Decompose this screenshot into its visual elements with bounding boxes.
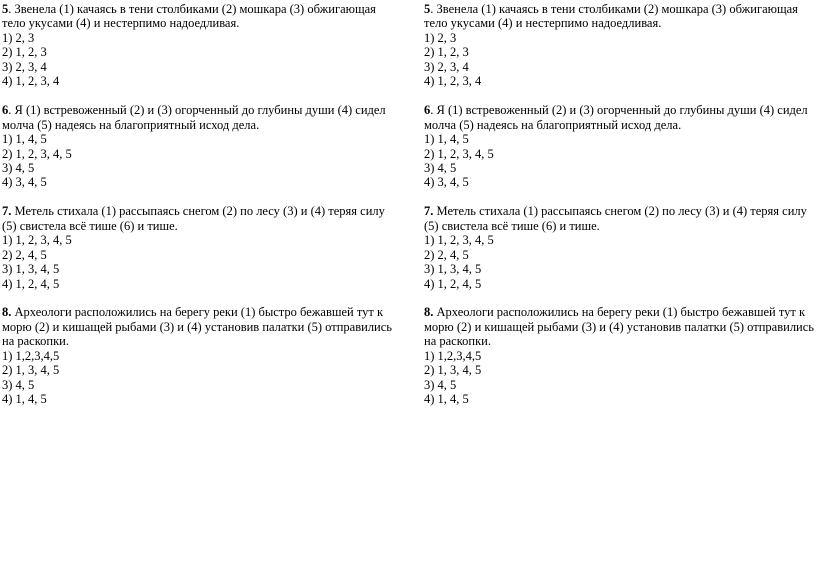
answer-option: 1) 1, 2, 3, 4, 5 [424,233,494,248]
answer-options [2,132,397,190]
answer-options [424,132,816,190]
answer-option: 4) 1, 2, 3, 4 [424,74,482,89]
answer-option: 1) 1, 4, 5 [2,132,47,147]
question-5 [2,2,397,89]
answer-option: 4) 1, 2, 4, 5 [2,276,60,291]
answer-option: 3) 4, 5 [424,377,457,392]
answer-options [424,349,816,407]
answer-option: 3) 4, 5 [2,160,35,175]
answer-option: 3) 2, 3, 4 [424,59,469,74]
answer-option: 3) 1, 3, 4, 5 [424,262,482,277]
answer-option: 3) 4, 5 [424,160,457,175]
question-text [2,204,397,233]
question-8 [424,305,816,406]
answer-option: 2) 1, 2, 3 [2,45,47,60]
answer-option: 3) 2, 3, 4 [2,59,47,74]
answer-option: 3) 4, 5 [2,377,35,392]
answer-option: 2) 1, 3, 4, 5 [424,363,482,378]
question-body: Археологи расположились на берегу реки (1) быстро бежавшей тут к морю (2) и кишащей рыбами (3) и (4) установив палатки (5) отправились на раскопки. [424,305,814,349]
question-text [424,305,816,348]
answer-option: 4) 1, 2, 4, 5 [424,276,482,291]
question-number: 5 [424,2,431,16]
answer-option: 4) 1, 4, 5 [2,392,47,407]
question-body: . Я (1) встревоженный (2) и (3) огорченный до глубины души (4) сидел молча (5) надеясь на благоприятный исход дела. [424,103,808,132]
answer-option: 1) 1, 4, 5 [424,132,469,147]
question-body: Археологи расположились на берегу реки (1) быстро бежавшей тут к морю (2) и кишащей рыбами (3) и (4) установив палатки (5) отправились на раскопки. [2,305,392,349]
question-number: 5 [2,2,9,16]
answer-options [424,233,816,291]
question-text [2,103,397,132]
answer-option: 1) 1, 2, 3, 4, 5 [2,233,72,248]
answer-options [2,349,397,407]
question-8 [2,305,397,406]
right-column [424,2,816,421]
question-text [424,103,816,132]
question-text [424,204,816,233]
answer-option: 2) 1, 3, 4, 5 [2,363,60,378]
answer-option: 1) 1,2,3,4,5 [2,348,60,363]
question-text [424,2,816,31]
answer-option: 4) 1, 4, 5 [424,392,469,407]
answer-option: 3) 1, 3, 4, 5 [2,262,60,277]
question-number: 7. [2,204,12,219]
answer-options [2,233,397,291]
question-text [2,2,397,31]
question-number: 8. [424,305,434,320]
question-number: 7. [424,204,434,219]
answer-option: 2) 1, 2, 3, 4, 5 [424,146,494,161]
question-6 [2,103,397,190]
question-number: 6 [424,103,431,118]
question-body: Метель стихала (1) рассыпаясь снегом (2) по лесу (3) и (4) теряя силу (5) свистела всё тише (6) и тише. [424,204,807,233]
question-number: 8. [2,305,12,320]
answer-option: 2) 2, 4, 5 [424,247,469,262]
question-text [2,305,397,348]
question-body: . Я (1) встревоженный (2) и (3) огорченный до глубины души (4) сидел молча (5) надеясь на благоприятный исход дела. [2,103,386,132]
question-body: . Звенела (1) качаясь в тени столбиками (2) мошкара (3) обжигающая тело укусами (4) и нестерпимо надоедливая. [424,2,798,31]
question-body: Метель стихала (1) рассыпаясь снегом (2) по лесу (3) и (4) теряя силу (5) свистела всё тише (6) и тише. [2,204,385,233]
answer-option: 2) 1, 2, 3, 4, 5 [2,146,72,161]
answer-option: 1) 2, 3 [2,30,35,45]
answer-option: 2) 1, 2, 3 [424,45,469,60]
answer-option: 1) 1,2,3,4,5 [424,348,482,363]
answer-option: 1) 2, 3 [424,30,457,45]
answer-option: 4) 3, 4, 5 [2,175,47,190]
answer-option: 2) 2, 4, 5 [2,247,47,262]
answer-option: 4) 1, 2, 3, 4 [2,74,60,89]
question-number: 6 [2,103,9,118]
question-6 [424,103,816,190]
question-body: . Звенела (1) качаясь в тени столбиками (2) мошкара (3) обжигающая тело укусами (4) и нестерпимо надоедливая. [2,2,376,31]
question-7 [2,204,397,291]
answer-options [424,31,816,89]
question-5 [424,2,816,89]
answer-option: 4) 3, 4, 5 [424,175,469,190]
left-column [2,2,397,421]
answer-options [2,31,397,89]
question-7 [424,204,816,291]
